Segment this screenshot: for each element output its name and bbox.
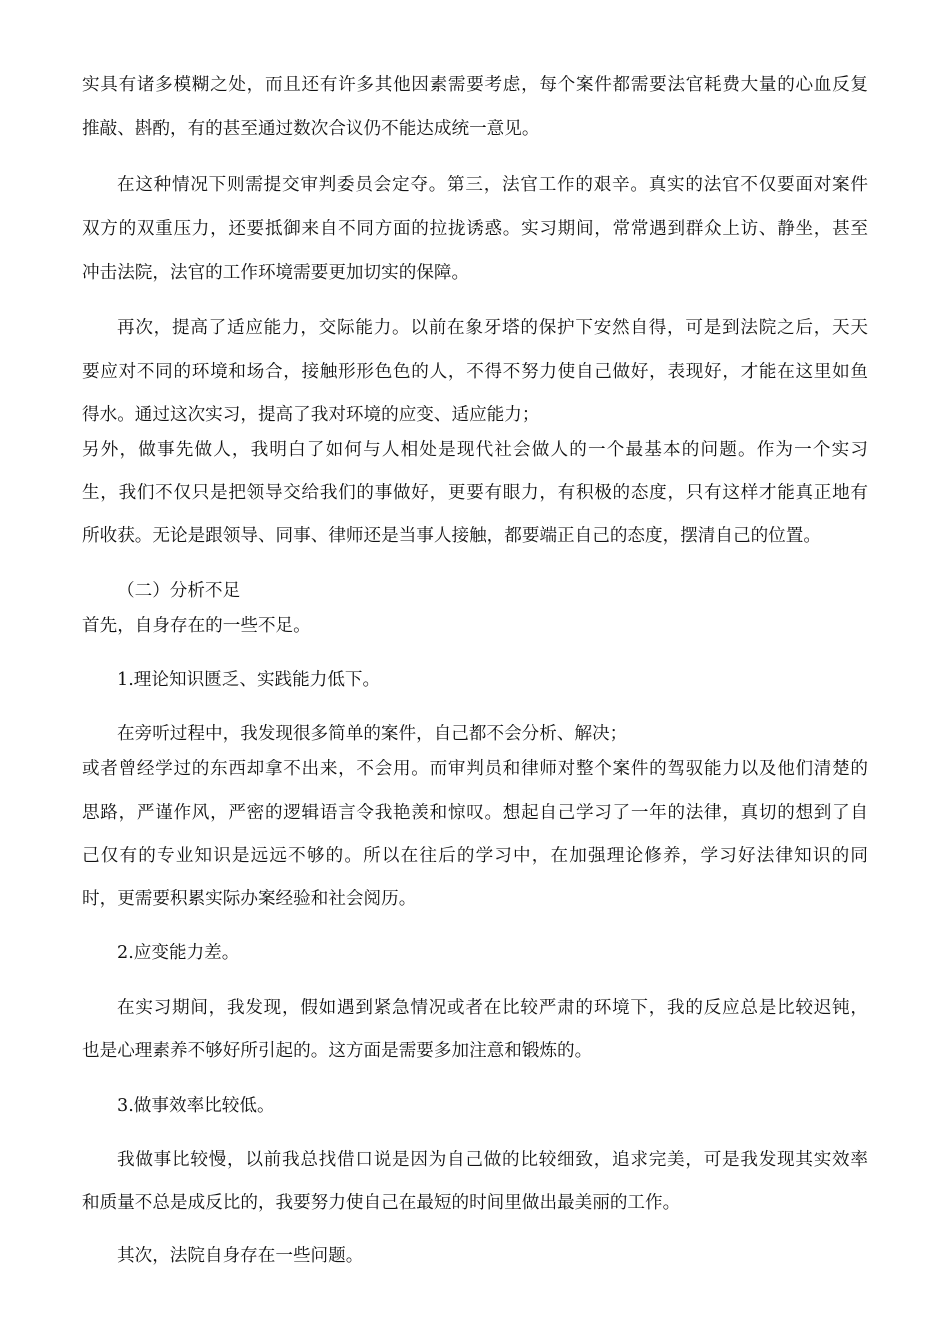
text-line: 推敲、斟酌，有的甚至通过数次合议仍不能达成统一意见。 (82, 119, 540, 139)
text-line: 另外，做事先做人，我明白了如何与人相处是现代社会做人的一个最基本的问题。作为一个实习 (82, 440, 868, 460)
list-item-heading: 2.应变能力差。 (117, 943, 240, 963)
text-line: 双方的双重压力，还要抵御来自不同方面的拉拢诱惑。实习期间，常常遇到群众上访、静坐，甚至 (82, 219, 868, 239)
text-line: 在旁听过程中，我发现很多简单的案件，自己都不会分析、解决； (117, 724, 628, 744)
text-line: 在这种情况下则需提交审判委员会定夺。第三，法官工作的艰辛。真实的法官不仅要面对案件 (117, 175, 868, 195)
text-line: 时，更需要积累实际办案经验和社会阅历。 (82, 889, 417, 909)
section-heading: （二）分析不足 (117, 581, 241, 601)
text-line: 所收获。无论是跟领导、同事、律师还是当事人接触，都要端正自己的态度，摆清自己的位置。 (82, 526, 821, 546)
text-line: 我做事比较慢，以前我总找借口说是因为自己做的比较细致，追求完美，可是我发现其实效率 (117, 1150, 868, 1170)
text-line: 在实习期间，我发现，假如遇到紧急情况或者在比较严肃的环境下，我的反应总是比较迟钝， (117, 998, 868, 1018)
text-line: 己仅有的专业知识是远远不够的。所以在往后的学习中，在加强理论修养，学习好法律知识的同 (82, 846, 868, 866)
list-item-heading: 3.做事效率比较低。 (117, 1096, 275, 1116)
text-line: 要应对不同的环境和场合，接触形形色色的人，不得不努力使自己做好，表现好，才能在这里如鱼 (82, 362, 868, 382)
text-line: 再次，提高了适应能力，交际能力。以前在象牙塔的保护下安然自得，可是到法院之后，天天 (117, 318, 868, 338)
list-item-heading: 1.理论知识匮乏、实践能力低下。 (117, 670, 381, 690)
text-line: 思路，严谨作风，严密的逻辑语言令我艳羡和惊叹。想起自己学习了一年的法律，真切的想到了自 (82, 803, 868, 823)
text-line: 其次，法院自身存在一些问题。 (117, 1246, 364, 1266)
text-line: 生，我们不仅只是把领导交给我们的事做好，更要有眼力，有积极的态度，只有这样才能真正地有 (82, 483, 868, 503)
text-line: 也是心理素养不够好所引起的。这方面是需要多加注意和锻炼的。 (82, 1041, 593, 1061)
text-line: 或者曾经学过的东西却拿不出来，不会用。而审判员和律师对整个案件的驾驭能力以及他们清楚的 (82, 759, 868, 779)
text-line: 首先，自身存在的一些不足。 (82, 616, 311, 636)
text-line: 实具有诸多模糊之处，而且还有许多其他因素需要考虑，每个案件都需要法官耗费大量的心血反复 (82, 75, 868, 95)
text-line: 冲击法院，法官的工作环境需要更加切实的保障。 (82, 263, 470, 283)
text-line: 和质量不总是成反比的，我要努力使自己在最短的时间里做出最美丽的工作。 (82, 1193, 681, 1213)
text-line: 得水。通过这次实习，提高了我对环境的应变、适应能力； (82, 405, 540, 425)
